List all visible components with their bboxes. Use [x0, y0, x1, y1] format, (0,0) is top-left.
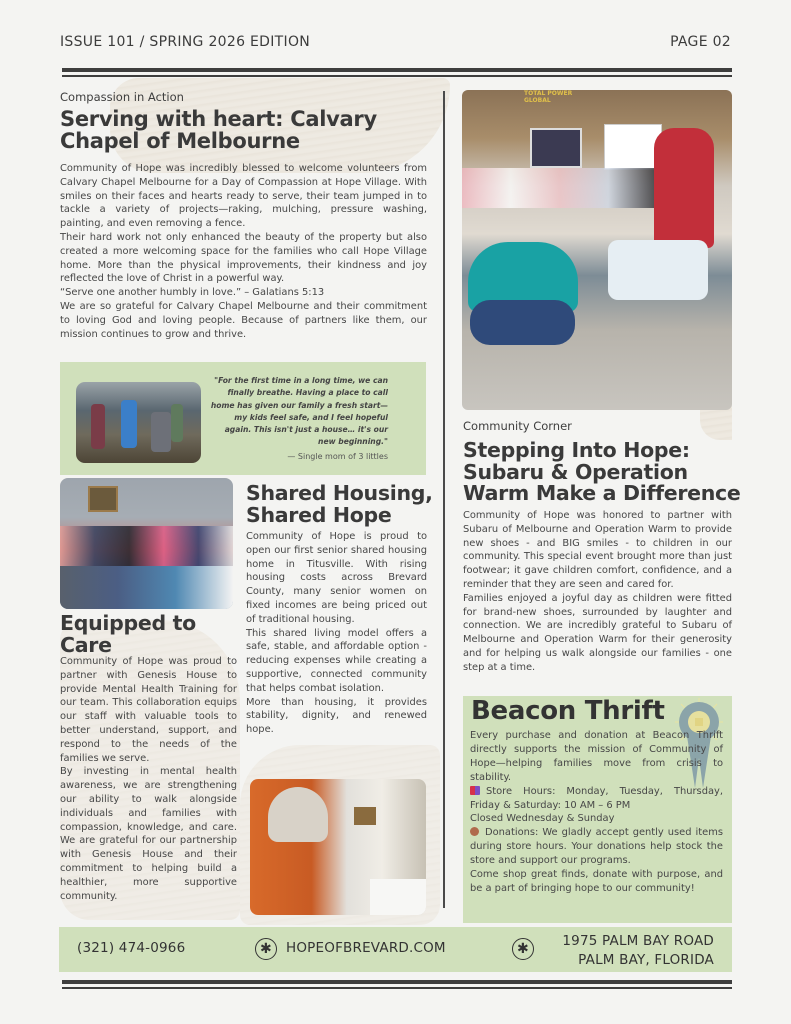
thrift-body — [470, 729, 723, 896]
phone-number[interactable]: (321) 474-0966 — [77, 940, 186, 956]
paragraph: Community of Hope was proud to partner with Genesis House to provide Mental Health Training for our team. This collaboration equips our staff with valuable tools to better understand, support, and respond to the needs of the families we serve. — [60, 656, 237, 764]
article-body — [60, 162, 427, 341]
paragraph: Come shop great finds, donate with purpose, and be a part of bringing hope to our community! — [470, 869, 723, 894]
article-headline — [463, 440, 741, 505]
shopping-bags-icon — [470, 786, 480, 795]
article-headline — [60, 108, 377, 153]
paragraph: Community of Hope was honored to partner with Subaru of Melbourne and Operation Warm to provide new shoes - and BIG smiles - to children in our community. This special event brought more than just footwear; it gave children comfort, confidence, and a reminder that they are seen and cared for. — [463, 510, 732, 590]
headline-line: Stepping Into Hope: — [463, 438, 690, 462]
beacon-thrift-box — [463, 696, 732, 923]
section-kicker: Community Corner — [463, 419, 572, 433]
testimonial-attribution: — Single mom of 3 littles — [287, 452, 388, 461]
headline-line: Equipped to — [60, 611, 196, 635]
issue-label: ISSUE 101 / SPRING 2026 EDITION — [60, 34, 311, 50]
testimonial-box — [60, 362, 426, 475]
scripture-quote: “Serve one another humbly in love.” – Galatians 5:13 — [60, 287, 325, 299]
volunteers-photo — [76, 382, 201, 463]
footer-rule — [62, 980, 732, 984]
testimonial-quote: "For the first time in a long time, we can finally breathe. Having a place to call home has given our family a fresh start—my kids feel safe, and I feel hopeful again. This isn't just a house… it's our new beginning." — [210, 376, 388, 447]
header-rule — [62, 75, 732, 77]
paragraph: This shared living model offers a safe, stable, and affordable option - reducing expenses while creating a supportive, connected community that helps combat isolation. — [246, 627, 427, 694]
staff-group-photo — [60, 478, 233, 609]
store-hours — [470, 785, 723, 813]
website-link[interactable]: HOPEOFBREVARD.COM — [286, 940, 446, 956]
thrift-title: Beacon Thrift — [471, 696, 665, 726]
paragraph: Every purchase and donation at Beacon Thrift directly supports the mission of Community of Hope—helping families move from crisis to stability. — [470, 730, 723, 783]
store-hours-text: Store Hours: Monday, Tuesday, Thursday, Friday & Saturday: 10 AM – 6 PM — [470, 785, 723, 811]
closed-days: Closed Wednesday & Sunday — [470, 813, 615, 825]
contact-footer — [59, 927, 732, 972]
headline-line: Subaru & Operation — [463, 459, 688, 484]
article-body — [60, 655, 237, 903]
photo-sign: TOTAL POWER GLOBAL — [524, 90, 573, 104]
footer-rule — [62, 987, 732, 989]
headline-line: Shared Housing, — [246, 481, 433, 505]
headline-line: Chapel of Melbourne — [60, 129, 300, 154]
asterisk-icon: ✱ — [512, 938, 534, 960]
page-header — [60, 34, 731, 50]
paragraph: We are so grateful for Calvary Chapel Melbourne and their commitment to loving God and loving people. Because of partners like them, our mission continues to grow and thrive. — [60, 300, 427, 340]
page-number: PAGE 02 — [670, 34, 731, 50]
article-headline — [60, 613, 196, 656]
article-headline — [246, 483, 433, 526]
paragraph: More than housing, it provides stability, dignity, and renewed hope. — [246, 696, 427, 736]
package-icon — [470, 827, 479, 836]
asterisk-icon: ✱ — [255, 938, 277, 960]
headline-line: Care — [60, 632, 112, 657]
article-body — [246, 530, 427, 737]
donations-text: Donations: We gladly accept gently used items during store hours. Your donations help stock the store and support our programs. — [470, 827, 723, 867]
shoe-fitting-photo — [462, 90, 732, 410]
headline-line: Serving with heart: Calvary — [60, 107, 377, 131]
paragraph: Community of Hope was incredibly blessed to welcome volunteers from Calvary Chapel Melbourne for a Day of Compassion at Hope Village. With smiles on their faces and hearts ready to serve, their team jumped in to tackle a variety of projects—raking, mulching, pressure washing, painting, and even removing a fence. — [60, 163, 427, 230]
donations-info — [470, 826, 723, 868]
article-body — [463, 509, 732, 675]
headline-line: Warm Make a Difference — [463, 481, 741, 506]
column-divider — [443, 91, 445, 908]
address-line: 1975 PALM BAY ROAD — [562, 933, 714, 949]
paragraph: Community of Hope is proud to open our first senior shared housing home in Titusville. With rising housing costs across Brevard County, many senior women on fixed incomes are being priced out of traditional housing. — [246, 531, 427, 625]
header-rule — [62, 68, 732, 72]
address-line: PALM BAY, FLORIDA — [578, 952, 714, 968]
section-kicker: Compassion in Action — [60, 90, 184, 104]
paragraph: By investing in mental health awareness, we are strengthening our ability to walk alongside individuals and families with compassion, knowledge, and care. We are grateful for our partnership with Genesis House and their commitment to helping build a healthier, more supportive community. — [60, 766, 237, 902]
headline-line: Shared Hope — [246, 502, 392, 527]
paragraph: Families enjoyed a joyful day as children were fitted for brand-new shoes, surrounded by laughter and connection. We are incredibly grateful to Subaru of Melbourne and Operation Warm for their generosity and for helping us walk alongside our families - one step at a time. — [463, 592, 732, 673]
paragraph: Their hard work not only enhanced the beauty of the property but also created a more welcoming space for the families who call Hope Village home. More than the physical improvements, their kindness and joy reflected the love of Christ in a powerful way. — [60, 231, 427, 285]
senior-signing-photo — [250, 779, 426, 915]
address — [562, 932, 714, 970]
